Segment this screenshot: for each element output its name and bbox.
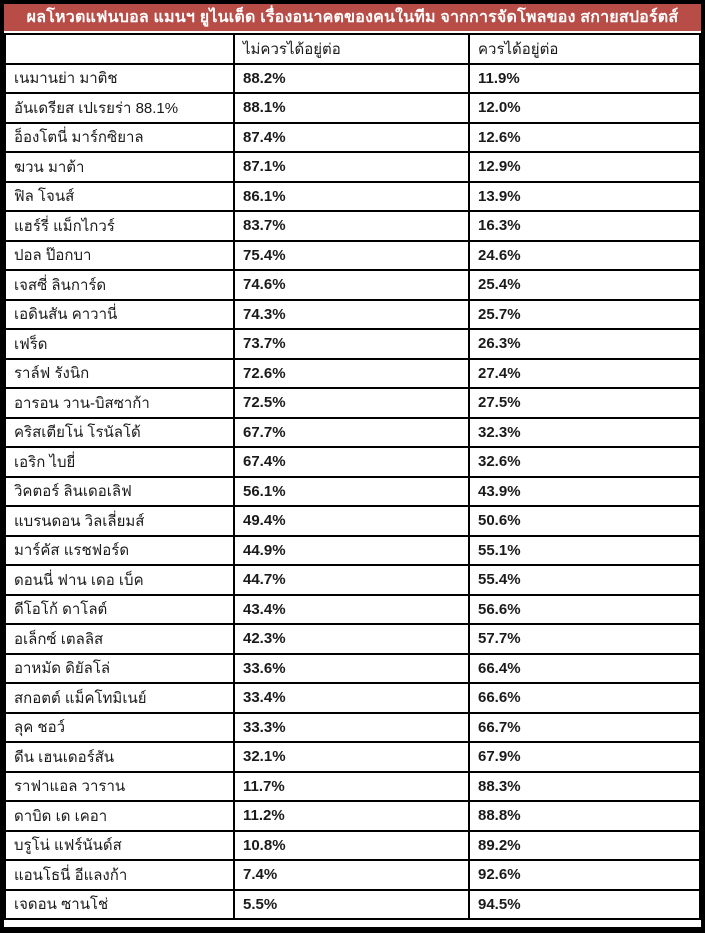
no-stay-cell: 56.1% — [234, 477, 469, 507]
table-row — [5, 477, 700, 507]
stay-cell: 94.5% — [469, 890, 700, 920]
player-name-cell: อเล็กซ์ เตลลิส — [5, 624, 234, 654]
table-row — [5, 93, 700, 123]
stay-cell: 55.1% — [469, 536, 700, 566]
player-name-cell: วิคตอร์ ลินเดอเลิฟ — [5, 477, 234, 507]
table-row — [5, 241, 700, 271]
stay-cell: 16.3% — [469, 211, 700, 241]
player-name-cell: แอนโธนี่ อีแลงก้า — [5, 860, 234, 890]
table-row — [5, 329, 700, 359]
table-row — [5, 300, 700, 330]
stay-cell: 66.6% — [469, 683, 700, 713]
table-row — [5, 270, 700, 300]
player-name-cell: ดีน เฮนเดอร์สัน — [5, 742, 234, 772]
table-row — [5, 624, 700, 654]
table-row — [5, 742, 700, 772]
player-name-cell: อาหมัด ดิยัลโล่ — [5, 654, 234, 684]
stay-cell: 55.4% — [469, 565, 700, 595]
table-row — [5, 536, 700, 566]
table-row — [5, 447, 700, 477]
stay-cell: 50.6% — [469, 506, 700, 536]
table-row — [5, 772, 700, 802]
table-row — [5, 683, 700, 713]
no-stay-cell: 44.9% — [234, 536, 469, 566]
stay-cell: 26.3% — [469, 329, 700, 359]
no-stay-cell: 67.7% — [234, 418, 469, 448]
no-stay-column-header: ไม่ควรได้อยู่ต่อ — [234, 34, 469, 64]
player-name-cell: ราฟาแอล วาราน — [5, 772, 234, 802]
no-stay-cell: 75.4% — [234, 241, 469, 271]
player-name-cell: แบรนดอน วิลเลี่ยมส์ — [5, 506, 234, 536]
stay-cell: 88.3% — [469, 772, 700, 802]
player-name-cell: แฮร์รี่ แม็กไกวร์ — [5, 211, 234, 241]
stay-column-header: ควรได้อยู่ต่อ — [469, 34, 700, 64]
no-stay-cell: 72.5% — [234, 388, 469, 418]
no-stay-cell: 72.6% — [234, 359, 469, 389]
no-stay-cell: 88.1% — [234, 93, 469, 123]
no-stay-cell: 44.7% — [234, 565, 469, 595]
table-row — [5, 890, 700, 920]
table-row — [5, 860, 700, 890]
stay-cell: 12.9% — [469, 152, 700, 182]
table-title: ผลโหวตแฟนบอล แมนฯ ยูไนเต็ด เรื่องอนาคตของคนในทีม จากการจัดโพลของ สกายสปอร์ตส์ — [4, 4, 701, 31]
player-name-cell: ดาบิด เด เคอา — [5, 801, 234, 831]
stay-cell: 25.4% — [469, 270, 700, 300]
table-row — [5, 388, 700, 418]
table-row — [5, 506, 700, 536]
no-stay-cell: 67.4% — [234, 447, 469, 477]
player-name-cell: ลุค ชอว์ — [5, 713, 234, 743]
stay-cell: 12.6% — [469, 123, 700, 153]
no-stay-cell: 86.1% — [234, 182, 469, 212]
table-row — [5, 359, 700, 389]
no-stay-cell: 11.7% — [234, 772, 469, 802]
table-row — [5, 418, 700, 448]
no-stay-cell: 49.4% — [234, 506, 469, 536]
no-stay-cell: 73.7% — [234, 329, 469, 359]
player-name-cell: เจดอน ซานโช่ — [5, 890, 234, 920]
table-row — [5, 64, 700, 94]
no-stay-cell: 42.3% — [234, 624, 469, 654]
stay-cell: 24.6% — [469, 241, 700, 271]
stay-cell: 89.2% — [469, 831, 700, 861]
header-row — [5, 34, 700, 64]
stay-cell: 27.4% — [469, 359, 700, 389]
no-stay-cell: 10.8% — [234, 831, 469, 861]
player-name-cell: มาร์คัส แรชฟอร์ด — [5, 536, 234, 566]
table-row — [5, 211, 700, 241]
no-stay-cell: 33.6% — [234, 654, 469, 684]
no-stay-cell: 5.5% — [234, 890, 469, 920]
stay-cell: 11.9% — [469, 64, 700, 94]
no-stay-cell: 74.6% — [234, 270, 469, 300]
player-name-cell: ฆวน มาต้า — [5, 152, 234, 182]
player-name-cell: เอดินสัน คาวานี่ — [5, 300, 234, 330]
no-stay-cell: 32.1% — [234, 742, 469, 772]
table-row — [5, 595, 700, 625]
player-name-cell: ราล์ฟ รังนิก — [5, 359, 234, 389]
no-stay-cell: 33.4% — [234, 683, 469, 713]
stay-cell: 67.9% — [469, 742, 700, 772]
player-name-cell: เนมานย่า มาติช — [5, 64, 234, 94]
player-name-cell: อ็องโตนี่ มาร์กซิยาล — [5, 123, 234, 153]
stay-cell: 43.9% — [469, 477, 700, 507]
stay-cell: 32.6% — [469, 447, 700, 477]
player-name-cell: บรูโน่ แฟร์นันด์ส — [5, 831, 234, 861]
player-name-cell: ดีโอโก้ ดาโลต์ — [5, 595, 234, 625]
player-name-cell: อันเดรียส เปเรยร่า 88.1% — [5, 93, 234, 123]
stay-cell: 66.7% — [469, 713, 700, 743]
stay-cell: 27.5% — [469, 388, 700, 418]
player-name-cell: ฟิล โจนส์ — [5, 182, 234, 212]
stay-cell: 88.8% — [469, 801, 700, 831]
player-name-cell: ปอล ป๊อกบา — [5, 241, 234, 271]
table-row — [5, 182, 700, 212]
no-stay-cell: 33.3% — [234, 713, 469, 743]
player-name-cell: เจสซี่ ลินการ์ด — [5, 270, 234, 300]
no-stay-cell: 11.2% — [234, 801, 469, 831]
stay-cell: 92.6% — [469, 860, 700, 890]
stay-cell: 13.9% — [469, 182, 700, 212]
no-stay-cell: 43.4% — [234, 595, 469, 625]
stay-cell: 25.7% — [469, 300, 700, 330]
table-row — [5, 565, 700, 595]
stay-cell: 56.6% — [469, 595, 700, 625]
stay-cell: 12.0% — [469, 93, 700, 123]
stay-cell: 57.7% — [469, 624, 700, 654]
table-row — [5, 654, 700, 684]
no-stay-cell: 83.7% — [234, 211, 469, 241]
table-row — [5, 152, 700, 182]
player-name-cell: คริสเตียโน่ โรนัลโด้ — [5, 418, 234, 448]
no-stay-cell: 7.4% — [234, 860, 469, 890]
no-stay-cell: 88.2% — [234, 64, 469, 94]
table-row — [5, 123, 700, 153]
player-column-header — [5, 34, 234, 64]
table-row — [5, 801, 700, 831]
player-name-cell: อารอน วาน-บิสซาก้า — [5, 388, 234, 418]
player-name-cell: สกอตต์ แม็คโทมิเนย์ — [5, 683, 234, 713]
player-name-cell: ดอนนี่ ฟาน เดอ เบ็ค — [5, 565, 234, 595]
no-stay-cell: 87.4% — [234, 123, 469, 153]
no-stay-cell: 87.1% — [234, 152, 469, 182]
player-name-cell: เอริก ไบยี่ — [5, 447, 234, 477]
stay-cell: 66.4% — [469, 654, 700, 684]
table-body — [5, 64, 700, 920]
table-row — [5, 713, 700, 743]
player-name-cell: เฟร็ด — [5, 329, 234, 359]
no-stay-cell: 74.3% — [234, 300, 469, 330]
stay-cell: 32.3% — [469, 418, 700, 448]
poll-results-table — [4, 33, 701, 920]
table-row — [5, 831, 700, 861]
